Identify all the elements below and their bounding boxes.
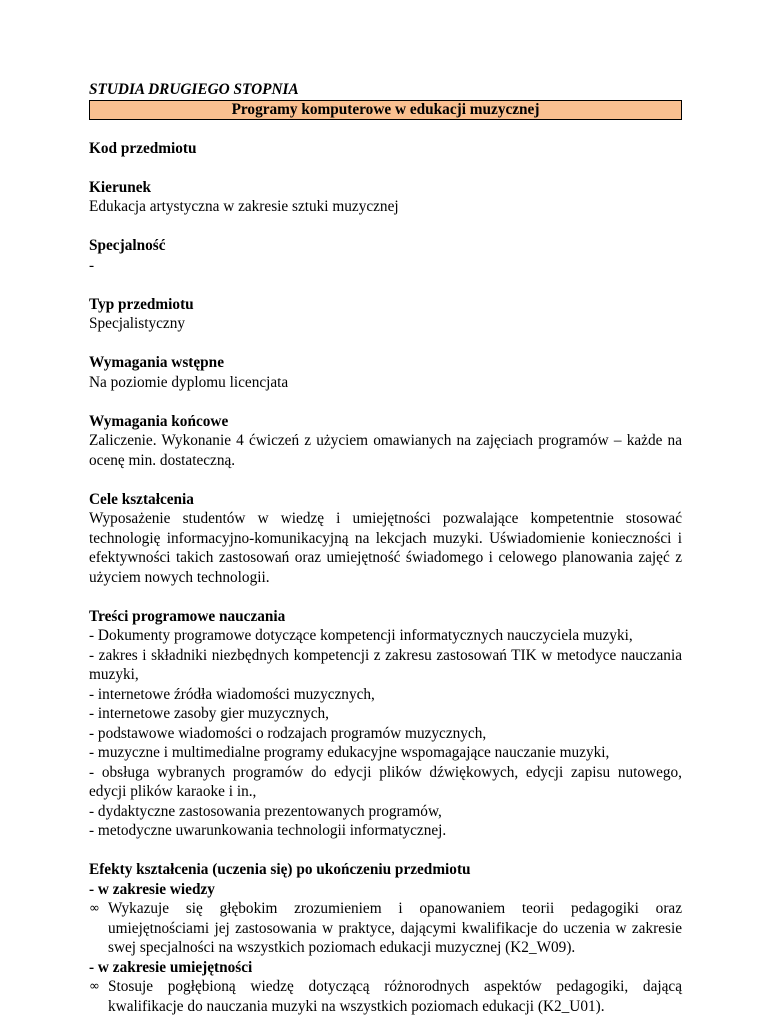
program-content-item: - internetowe zasoby gier muzycznych, bbox=[89, 705, 329, 722]
section-goals bbox=[89, 490, 682, 588]
skills-outcome-item bbox=[89, 977, 682, 1016]
section-prerequisites bbox=[89, 353, 682, 392]
program-content-item: - zakres i składniki niezbędnych kompetencji z zakresu zastosowań TIK w metodyce nauczania muzyki, bbox=[89, 646, 682, 683]
course-title: Programy komputerowe w edukacji muzycznej bbox=[89, 100, 682, 120]
section-specialty bbox=[89, 236, 682, 275]
program-content-label: Treści programowe nauczania bbox=[89, 607, 286, 625]
prerequisites-value: Na poziomie dyplomu licencjata bbox=[89, 373, 289, 391]
knowledge-sublabel: - w zakresie wiedzy bbox=[89, 880, 215, 898]
infinity-bullet-icon: ∞ bbox=[89, 979, 100, 994]
skills-sublabel: - w zakresie umiejętności bbox=[89, 958, 253, 976]
program-content-item: - metodyczne uwarunkowania technologii informatycznej. bbox=[89, 822, 447, 839]
program-content-item: - Dokumenty programowe dotyczące kompetencji informatycznych nauczyciela muzyki, bbox=[89, 627, 633, 644]
final-requirements-label: Wymagania końcowe bbox=[89, 412, 229, 430]
section-program-content bbox=[89, 607, 682, 841]
section-direction bbox=[89, 178, 682, 217]
specialty-value: - bbox=[89, 256, 95, 274]
section-course-code bbox=[89, 139, 682, 159]
section-final-requirements bbox=[89, 412, 682, 471]
course-code-label: Kod przedmiotu bbox=[89, 139, 197, 157]
program-content-item: - podstawowe wiadomości o rodzajach programów muzycznych, bbox=[89, 724, 487, 742]
section-learning-outcomes bbox=[89, 860, 682, 1016]
program-content-item: - obsługa wybranych programów do edycji plików dźwiękowych, edycji zapisu nutowego, edycji plików karaoke i in., bbox=[89, 763, 682, 800]
knowledge-outcome-text: Wykazuje się głębokim zrozumieniem i opanowaniem teorii pedagogiki oraz umiejętnościami jej zastosowania w praktyce, dającymi kwalifikacje do uczenia w zakresie swej specjalności na wszystkich poziomach edukacji muzycznej (K2_W09). bbox=[108, 900, 682, 956]
program-content-item: - internetowe źródła wiadomości muzycznych, bbox=[89, 685, 375, 703]
goals-value: Wyposażenie studentów w wiedzę i umiejętności pozwalające kompetentnie stosować technologię informacyjno-komunikacyjną na lekcjach muzyki. Uświadomienie konieczności i efektywności takich zastosowań oraz umiejętność świadomego i celowego planowania zajęć z użyciem nowych technologii. bbox=[89, 510, 682, 586]
direction-label: Kierunek bbox=[89, 178, 152, 196]
prerequisites-label: Wymagania wstępne bbox=[89, 354, 224, 371]
study-level-header: STUDIA DRUGIEGO STOPNIA bbox=[89, 81, 299, 98]
program-content-item: - muzyczne i multimedialne programy edukacyjne wspomagające nauczanie muzyki, bbox=[89, 744, 610, 761]
course-type-value: Specjalistyczny bbox=[89, 315, 186, 332]
section-course-type bbox=[89, 295, 682, 334]
learning-outcomes-label: Efekty kształcenia (uczenia się) po ukończeniu przedmiotu bbox=[89, 861, 471, 878]
specialty-label: Specjalność bbox=[89, 237, 166, 254]
goals-label: Cele kształcenia bbox=[89, 490, 194, 508]
document-content bbox=[89, 80, 682, 1016]
knowledge-outcome-item bbox=[89, 899, 682, 958]
final-requirements-value: Zaliczenie. Wykonanie 4 ćwiczeń z użyciem omawianych na zajęciach programów – każde na ocenę min. dostateczną. bbox=[89, 432, 682, 469]
infinity-bullet-icon: ∞ bbox=[89, 901, 100, 916]
program-content-item: - dydaktyczne zastosowania prezentowanych programów, bbox=[89, 802, 442, 820]
skills-outcome-text: Stosuje pogłębioną wiedzę dotyczącą różnorodnych aspektów pedagogiki, dającą kwalifikacje do nauczania muzyki na wszystkich poziomach edukacji (K2_U01). bbox=[108, 978, 682, 1015]
direction-value: Edukacja artystyczna w zakresie sztuki muzycznej bbox=[89, 198, 399, 215]
course-type-label: Typ przedmiotu bbox=[89, 295, 194, 313]
